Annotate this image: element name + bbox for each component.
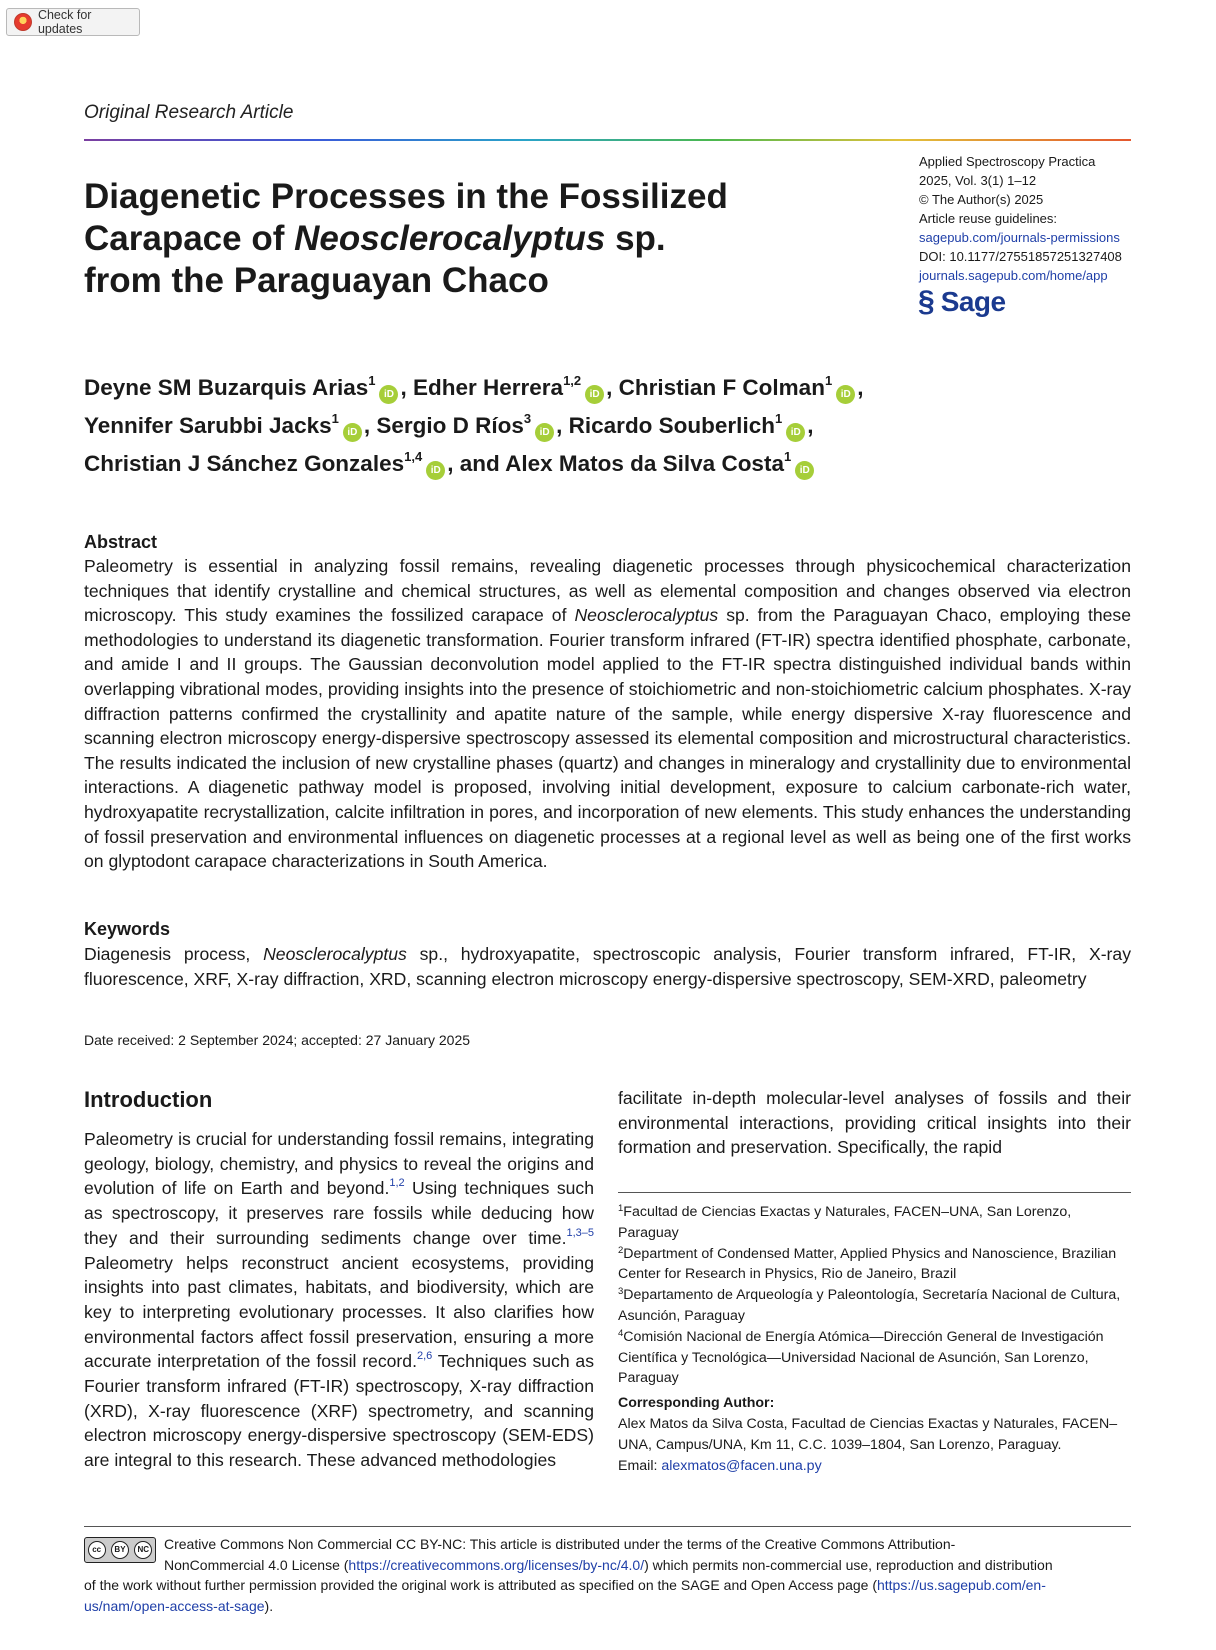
orcid-icon[interactable]: iD: [836, 385, 855, 404]
license-line: Creative Commons Non Commercial CC BY-NC: This article is distributed under the terms of the Creative Commons Attribution-: [164, 1536, 956, 1552]
permissions-link[interactable]: sagepub.com/journals-permissions: [919, 230, 1120, 245]
affiliation-item: [618, 1202, 1131, 1244]
affiliation-text: Departamento de Arqueología y Paleontología, Secretaría Nacional de Cultura, Asunción, Paraguay: [618, 1287, 1121, 1324]
sage-logo: [918, 286, 1006, 318]
title-line-3: from the Paraguayan Chaco: [84, 261, 549, 300]
open-access-link[interactable]: us/nam/open-access-at-sage: [84, 1597, 265, 1614]
affiliation-text: Department of Condensed Matter, Applied Physics and Nanoscience, Brazilian Center for Research in Physics, Rio de Janeiro, Brazil: [618, 1245, 1117, 1283]
abstract-heading: Abstract: [84, 532, 158, 552]
journal-doi: DOI: 10.1177/27551857251327408: [919, 249, 1122, 264]
author-separator: , and: [447, 451, 506, 476]
introduction-continued: facilitate in-depth molecular-level analyses of fossils and their environmental interactions, providing critical insights into their formation and preservation. Specifically, the rapid: [618, 1088, 1131, 1158]
author-affiliation: 1: [368, 373, 376, 388]
keywords-text-part: Diagenesis process,: [84, 944, 264, 964]
author-name: Edher Herrera: [413, 375, 564, 400]
license-rule: [84, 1526, 1131, 1527]
header-rule: [84, 139, 1131, 141]
nc-icon: NC: [134, 1541, 152, 1559]
cc-icon: cc: [88, 1541, 106, 1559]
intro-text-part: Paleometry is crucial for understanding fossil remains, integrating geology, biology, chemistry, and physics to reveal the origins and evolution of life on Earth and beyond.: [84, 1129, 594, 1199]
journal-copyright: © The Author(s) 2025: [919, 192, 1044, 207]
journal-reuse: Article reuse guidelines:: [919, 211, 1058, 226]
article-title: [84, 176, 804, 302]
author-separator: ,: [363, 413, 377, 438]
affiliation-number: 4: [618, 1327, 624, 1339]
license-line: [84, 1575, 1131, 1596]
intro-text-part: Paleometry helps reconstruct ancient ecosystems, providing insights into past climates, habitats, and biodiversity, which are key to interpreting evolutionary processes. It also clarifies how environmental factors affect fossil preservation, ensuring a more accurate interpretation of the fossil record.: [84, 1252, 594, 1372]
license-text: ).: [264, 1597, 274, 1614]
keywords-heading: Keywords: [84, 919, 171, 939]
citation-link[interactable]: 1,2: [389, 1177, 405, 1190]
check-for-updates-button[interactable]: [6, 8, 140, 36]
journal-name: Applied Spectroscopy Practica: [919, 154, 1096, 169]
affiliation-item: [618, 1327, 1131, 1389]
abstract-text-part: Paleometry is essential in analyzing fossil remains, revealing diagenetic processes through physicochemical characterization techniques that identify crystalline and chemical structures, as well as elemental composition and changes observed via electron microscopy. This study examines the fossilized carapace of: [84, 556, 1131, 626]
affiliation-item: [618, 1244, 1131, 1286]
author-name: Sergio D Ríos: [376, 413, 524, 438]
abstract-text: [84, 554, 1131, 874]
open-access-link[interactable]: https://us.sagepub.com/en-: [876, 1577, 1046, 1593]
author-name: Yennifer Sarubbi Jacks: [84, 413, 332, 438]
author-affiliation: 1: [824, 373, 833, 388]
email-label: Email:: [618, 1457, 662, 1474]
author-affiliation: 1: [774, 411, 783, 426]
keywords-genus: Neosclerocalyptus: [263, 944, 407, 964]
keywords-text: [84, 942, 1131, 991]
affiliation-number: 3: [618, 1286, 624, 1298]
author-name: Alex Matos da Silva Costa: [505, 451, 784, 476]
orcid-icon[interactable]: iD: [535, 423, 554, 442]
license-text: ) which permits non-commercial use, reproduction and distribution: [644, 1556, 1053, 1573]
author-name: Ricardo Souberlich: [568, 413, 775, 438]
author-affiliation: 1: [783, 449, 792, 464]
title-text: sp.: [605, 219, 666, 258]
author-affiliation: 3: [523, 411, 532, 426]
author-list: [84, 366, 1174, 480]
affiliation-number: 2: [618, 1244, 624, 1256]
check-updates-label: Check for updates: [37, 8, 92, 36]
author-name: Christian F Colman: [618, 375, 825, 400]
title-genus: Neosclerocalyptus: [294, 219, 606, 258]
author-affiliation: 1,2: [563, 373, 582, 388]
orcid-icon[interactable]: iD: [795, 461, 814, 480]
author-separator: ,: [857, 375, 864, 400]
license-notice: [84, 1534, 1131, 1616]
email-link[interactable]: alexmatos@facen.una.py: [661, 1457, 822, 1474]
article-type: Original Research Article: [84, 102, 294, 123]
by-icon: BY: [111, 1541, 129, 1559]
sage-s-icon: §: [918, 285, 935, 318]
title-text: Carapace of: [84, 219, 295, 258]
journal-volume: 2025, Vol. 3(1) 1–12: [919, 173, 1037, 188]
author-separator: ,: [807, 413, 814, 438]
corresponding-text: Alex Matos da Silva Costa, Facultad de Ciencias Exactas y Naturales, FACEN–UNA, Campus/UNA, Km 11, C.C. 1039–1804, San Lorenzo, Paraguay.: [618, 1415, 1118, 1453]
author-separator: ,: [606, 375, 619, 400]
affiliation-item: [618, 1285, 1131, 1327]
license-line: [84, 1596, 1131, 1617]
affiliation-number: 1: [618, 1203, 624, 1214]
cc-by-nc-badge: [84, 1537, 156, 1563]
orcid-icon[interactable]: iD: [786, 423, 805, 442]
title-line-2: [84, 218, 804, 260]
abstract-text-part: sp. from the Paraguayan Chaco, employing these methodologies to understand its diagenetic transformation. Fourier transform infrared (FT-IR) spectra identified phosphate, carbonate, and amide I and II groups. The Gaussian deconvolution model applied to the FT-IR spectra distinguished individual bands within overlapping vibrational modes, providing insights into the presence of stoichiometric and non-stoichiometric calcium phosphates. X-ray diffraction patterns confirmed the crystallinity and apatite nature of the sample, while energy dispersive X-ray fluorescence and scanning electron microscopy energy-dispersive spectroscopy assessed its elemental composition and microstructural characteristics. The results indicated the inclusion of new crystalline phases (quartz) and changes in mineralogy and crystallinity due to environmental interactions. A diagenetic pathway model is proposed, involving initial development, exposure to calcium carbonate-rich water, hydroxyapatite recrystallization, calcite infiltration in pores, and incorporation of new elements. This study enhances the understanding of fossil preservation and environmental influences on diagenetic processes at a regional level as well as being one of the first works on glyptodont carapace characterizations in South America.: [84, 605, 1131, 872]
citation-link[interactable]: 2,6: [416, 1350, 433, 1363]
author-separator: ,: [556, 413, 569, 438]
orcid-icon[interactable]: iD: [379, 385, 398, 404]
citation-link[interactable]: 1,3–5: [566, 1226, 594, 1239]
license-link[interactable]: https://creativecommons.org/licenses/by-nc/4.0/: [348, 1556, 645, 1573]
check-updates-icon: [14, 13, 32, 31]
intro-text-part: Techniques such as Fourier transform infrared (FT-IR) spectroscopy, X-ray diffraction (XRD), X-ray fluorescence (XRF) spectrometry, and scanning electron microscopy energy-dispersive spectroscopy (SEM-EDS) are integral to this research. These advanced methodologies: [84, 1351, 594, 1471]
author-name: Christian J Sánchez Gonzales: [84, 451, 405, 476]
author-affiliation: 1,4: [404, 449, 423, 464]
license-line: [84, 1555, 1131, 1576]
affiliation-text: Comisión Nacional de Energía Atómica—Dirección General de Investigación Científica y Tecnológica—Universidad Nacional de Asunción, San Lorenzo, Paraguay: [618, 1328, 1104, 1387]
journal-home-link[interactable]: journals.sagepub.com/home/app: [919, 268, 1108, 283]
abstract-genus: Neosclerocalyptus: [574, 605, 719, 626]
sage-wordmark: Sage: [940, 286, 1006, 317]
date-received: Date received: 2 September 2024; accepted: 27 January 2025: [84, 1032, 471, 1048]
title-line-1: Diagenetic Processes in the Fossilized: [84, 177, 728, 216]
orcid-icon[interactable]: iD: [343, 423, 362, 442]
author-affiliation: 1: [331, 411, 339, 426]
author-separator: ,: [400, 375, 413, 400]
intro-text-part: Using techniques such as spectroscopy, it preserves rare fossils while deducing how they and their surrounding sediments change over time.: [84, 1178, 594, 1248]
affiliation-rule: [618, 1192, 1131, 1193]
introduction-heading: Introduction: [84, 1087, 213, 1112]
journal-info: [919, 152, 1179, 285]
license-text: of the work without further permission provided the original work is attributed as specified on the SAGE and Open Access page (: [84, 1577, 877, 1593]
keywords-text-part: sp., hydroxyapatite, spectroscopic analysis, Fourier transform infrared, FT-IR, X-ray fluorescence, XRF, X-ray diffraction, XRD, scanning electron microscopy energy-dispersive spectroscopy, SEM-XRD, paleometry: [84, 944, 1131, 989]
affiliations: [618, 1202, 1131, 1476]
author-name: Deyne SM Buzarquis Arias: [84, 375, 369, 400]
corresponding-email: [618, 1456, 1131, 1477]
orcid-icon[interactable]: iD: [426, 461, 445, 480]
corresponding-heading: Corresponding Author:: [618, 1395, 775, 1412]
introduction-text: [84, 1127, 594, 1473]
orcid-icon[interactable]: iD: [585, 385, 604, 404]
affiliation-text: Facultad de Ciencias Exactas y Naturales, FACEN–UNA, San Lorenzo, Paraguay: [618, 1204, 1072, 1241]
license-text: NonCommercial 4.0 License (: [164, 1556, 349, 1573]
